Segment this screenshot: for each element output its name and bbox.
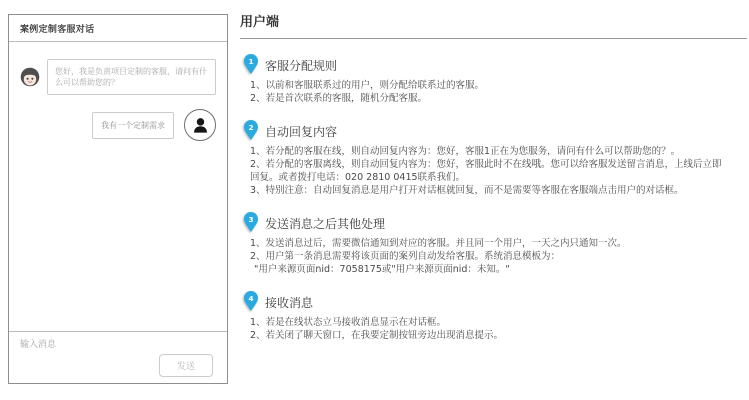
agent-avatar-icon bbox=[20, 67, 40, 87]
doc-section-1 bbox=[240, 52, 747, 105]
doc-section-4 bbox=[240, 289, 747, 342]
section-item: 1、以前和客服联系过的用户，则分配给联系过的客服。 bbox=[250, 80, 485, 91]
doc-section-3 bbox=[240, 210, 747, 276]
pin-number: 3 bbox=[248, 214, 254, 224]
pin-marker-icon bbox=[243, 211, 259, 233]
agent-message-bubble: 您好，我是负责项目定制的客服，请问有什么可以帮助您的？ bbox=[47, 59, 216, 95]
section-item: 2、若分配的客服离线，则自动回复内容为：您好，客服此时不在线哦。您可以给客服发送留言消息，上线后立即回复。或者拨打电话：020 2810 0415联系我们。 bbox=[250, 159, 722, 183]
pin-marker-icon bbox=[243, 53, 259, 75]
chat-input-bar bbox=[9, 331, 227, 383]
section-heading: 客服分配规则 bbox=[265, 58, 338, 73]
doc-panel bbox=[240, 11, 747, 342]
section-item: 1、若分配的客服在线，则自动回复内容为：您好，客服1正在为您服务，请问有什么可以帮助您的？。 bbox=[250, 146, 681, 157]
chat-panel bbox=[8, 14, 228, 384]
agent-message-row bbox=[20, 59, 216, 95]
section-heading: 接收消息 bbox=[265, 295, 314, 310]
pin-number: 4 bbox=[248, 293, 254, 303]
pin-marker-icon bbox=[243, 290, 259, 312]
doc-section-2 bbox=[240, 118, 747, 197]
chat-title: 案例定制客服对话 bbox=[9, 15, 227, 42]
section-item: 1、发送消息过后，需要微信通知到对应的客服。并且同一个用户，一天之内只通知一次。 bbox=[250, 238, 627, 249]
user-message-row bbox=[20, 109, 216, 141]
section-item: 2、若是首次联系的客服，随机分配客服。 bbox=[250, 93, 428, 104]
section-item: "用户来源页面nid：7058175或"用户来源页面nid：未知。" bbox=[254, 264, 510, 275]
section-item: 1、若是在线状态立马接收消息显示在对话框。 bbox=[250, 317, 447, 328]
section-item: 3、特别注意：自动回复消息是用户打开对话框就回复，而不是需要等客服在客服端点击用户的对话框。 bbox=[250, 185, 684, 196]
section-item: 2、若关闭了聊天窗口，在我要定制按钮旁边出现消息提示。 bbox=[250, 330, 504, 341]
chat-message-list bbox=[9, 42, 227, 331]
message-input[interactable] bbox=[20, 337, 160, 357]
pin-number: 1 bbox=[248, 56, 254, 66]
pin-number: 2 bbox=[248, 122, 254, 132]
section-heading: 自动回复内容 bbox=[265, 124, 338, 139]
user-message-bubble: 我有一个定制需求 bbox=[92, 112, 174, 139]
pin-marker-icon bbox=[243, 119, 259, 141]
user-avatar-icon bbox=[184, 109, 216, 141]
section-item: 2、用户第一条消息需要将该页面的案列自动发给客服。系统消息模板为： bbox=[250, 251, 561, 262]
page-title: 用户端 bbox=[240, 11, 747, 39]
send-button[interactable]: 发送 bbox=[159, 354, 213, 377]
section-heading: 发送消息之后其他处理 bbox=[265, 216, 386, 231]
